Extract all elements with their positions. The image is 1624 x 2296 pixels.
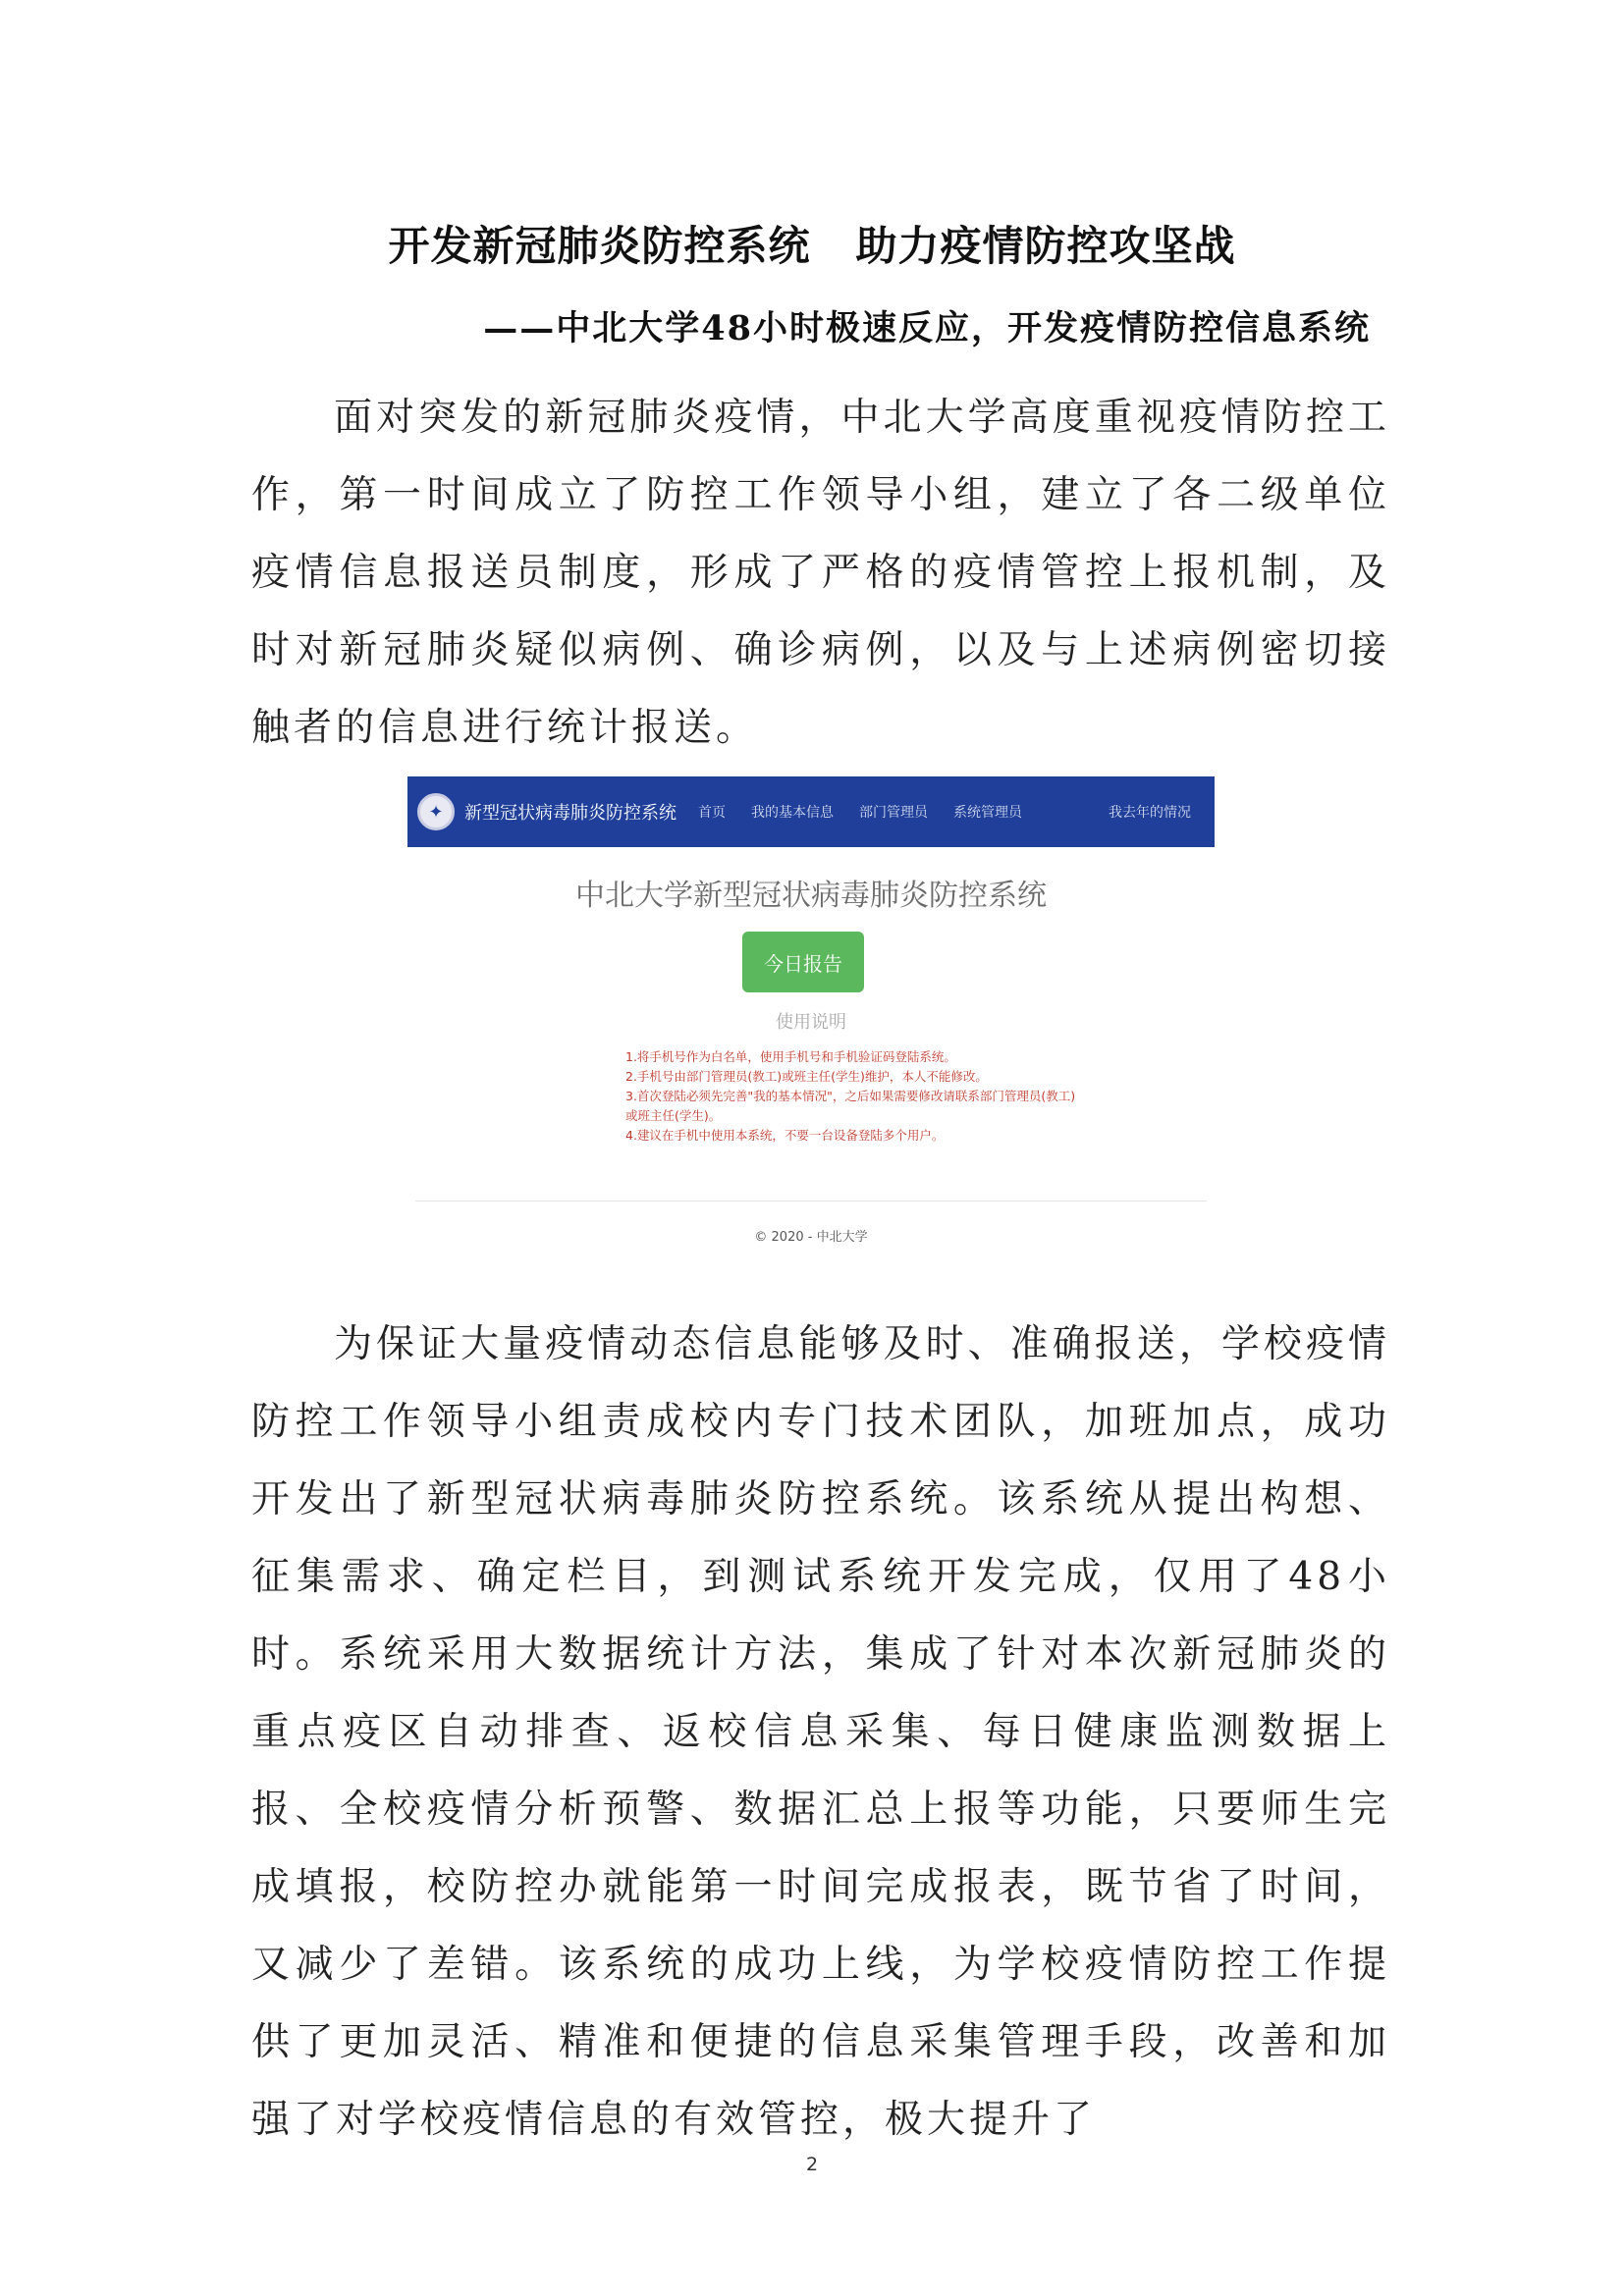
instruction-item: 2.手机号由部门管理员(教工)或班主任(学生)维护，本人不能修改。	[625, 1069, 988, 1084]
screenshot-navbar	[407, 776, 1215, 847]
system-screenshot	[407, 776, 1215, 1257]
paragraph-2: 为保证大量疫情动态信息能够及时、准确报送，学校疫情防控工作领导小组责成校内专门技术团队，加班加点，成功开发出了新型冠状病毒肺炎防控系统。该系统从提出构想、征集需求、确定栏目，到测试系统开发完成，仅用了48小时。系统采用大数据统计方法，集成了针对本次新冠肺炎的重点疫区自动排查、返校信息采集、每日健康监测数据上报、全校疫情分析预警、数据汇总上报等功能，只要师生完成填报，校防控办就能第一时间完成报表，既节省了时间，又减少了差错。该系统的成功上线，为学校疫情防控工作提供了更加灵活、精准和便捷的信息采集管理手段，改善和加强了对学校疫情信息的有效管控，极大提升了	[251, 1322, 1390, 2142]
instruction-item: 4.建议在手机中使用本系统，不要一台设备登陆多个用户。	[625, 1128, 945, 1143]
paragraph-1: 面对突发的新冠肺炎疫情，中北大学高度重视疫情防控工作，第一时间成立了防控工作领导小组，建立了各二级单位疫情信息报送员制度，形成了严格的疫情管控上报机制，及时对新冠肺炎疑似病例、确诊病例，以及与上述病例密切接触者的信息进行统计报送。	[251, 396, 1390, 750]
nav-item-my-info: 我的基本信息	[751, 805, 834, 821]
nav-item-dept-admin: 部门管理员	[859, 805, 928, 821]
instruction-item: 或班主任(学生)。	[625, 1108, 722, 1123]
university-logo-icon: ✦	[417, 793, 455, 830]
instruction-item: 1.将手机号作为白名单，使用手机号和手机验证码登陆系统。	[625, 1049, 956, 1064]
document-subtitle: ——中北大学48小时极速反应，开发疫情防控信息系统	[483, 308, 1371, 348]
instructions-list	[625, 1047, 1076, 1146]
help-title: 使用说明	[776, 1012, 846, 1033]
title-part-1: 开发新冠肺炎防控系统	[388, 222, 811, 270]
screenshot-footer: © 2020 - 中北大学	[754, 1230, 868, 1245]
screenshot-heading: 中北大学新型冠状病毒肺炎防控系统	[575, 879, 1047, 913]
nav-item-right: 我去年的情况	[1109, 805, 1191, 821]
today-report-button: 今日报告	[742, 932, 864, 992]
page-number: 2	[805, 2154, 819, 2175]
nav-item-sys-admin: 系统管理员	[953, 805, 1022, 821]
instruction-item: 3.首次登陆必须先完善"我的基本情况"，之后如果需要修改请联系部门管理员(教工)	[625, 1089, 1076, 1103]
document-title	[0, 214, 1624, 273]
screenshot-brand: 新型冠状病毒肺炎防控系统	[464, 803, 677, 824]
nav-item-home: 首页	[698, 805, 726, 821]
title-part-2: 助力疫情防控攻坚战	[855, 222, 1236, 270]
